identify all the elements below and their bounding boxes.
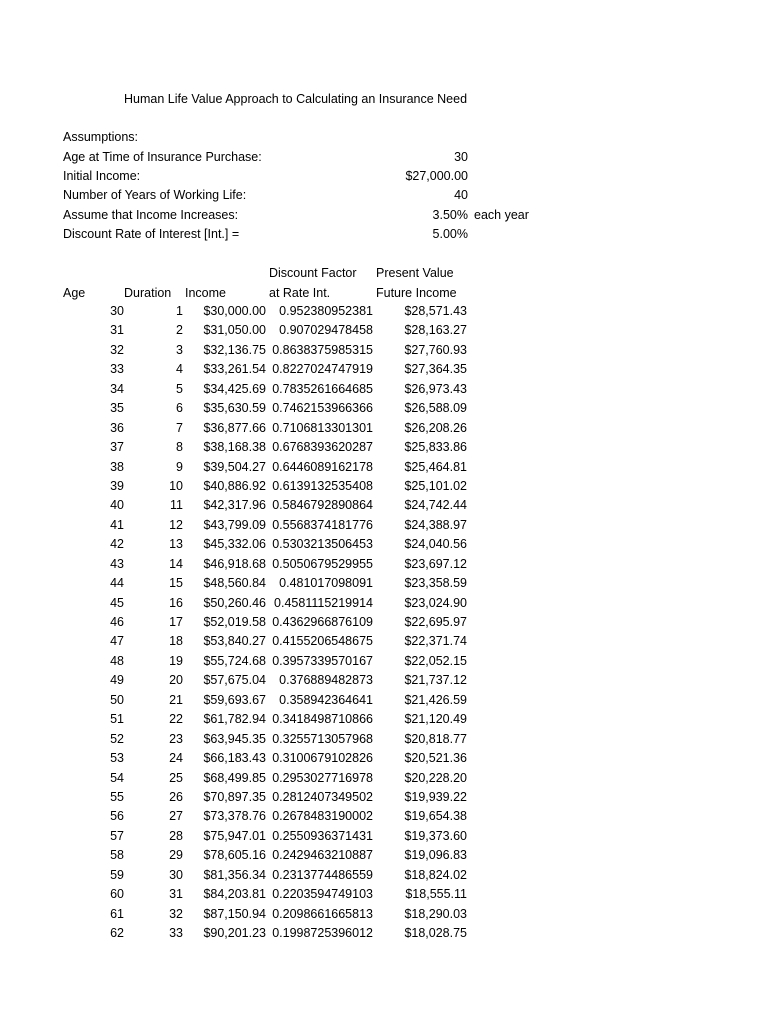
- table-row: [0, 594, 768, 613]
- cell-age: 38: [110, 459, 124, 474]
- cell-age: 53: [110, 751, 124, 766]
- cell-discount-factor: 0.2953027716978: [272, 770, 373, 785]
- cell-duration: 19: [169, 653, 183, 668]
- header-income: Income: [185, 286, 226, 300]
- cell-income: $90,201.23: [203, 926, 266, 940]
- cell-duration: 9: [176, 459, 183, 474]
- cell-age: 37: [110, 440, 124, 455]
- cell-age: 44: [110, 576, 124, 591]
- cell-income: $53,840.27: [203, 634, 266, 649]
- cell-income: $52,019.58: [203, 615, 266, 629]
- cell-present-value: $26,588.09: [404, 401, 467, 416]
- cell-discount-factor: 0.2429463210887: [272, 848, 373, 863]
- cell-age: 40: [110, 498, 124, 513]
- cell-present-value: $26,208.26: [404, 420, 467, 435]
- table-row: [0, 807, 768, 826]
- cell-present-value: $23,697.12: [404, 556, 467, 571]
- cell-income: $33,261.54: [203, 362, 266, 377]
- cell-income: $32,136.75: [203, 342, 266, 357]
- assumption-value-income: $27,000.00: [405, 169, 468, 183]
- table-row: [0, 380, 768, 399]
- data-table-body: [0, 302, 768, 943]
- cell-present-value: $24,388.97: [404, 517, 467, 532]
- assumption-unit-income-increase: each year: [474, 208, 529, 222]
- cell-present-value: $20,818.77: [404, 731, 467, 746]
- cell-income: $70,897.35: [203, 789, 266, 804]
- cell-age: 49: [110, 673, 124, 688]
- cell-income: $46,918.68: [203, 556, 266, 571]
- cell-discount-factor: 0.2812407349502: [272, 789, 373, 804]
- table-row: [0, 496, 768, 515]
- cell-duration: 32: [169, 906, 183, 921]
- cell-discount-factor: 0.4362966876109: [272, 615, 373, 629]
- cell-discount-factor: 0.7835261664685: [272, 381, 373, 396]
- table-row: [0, 321, 768, 340]
- cell-age: 31: [110, 323, 124, 338]
- cell-discount-factor: 0.4581115219914: [274, 595, 373, 610]
- table-row: [0, 613, 768, 632]
- cell-age: 54: [110, 770, 124, 785]
- cell-duration: 20: [169, 673, 183, 688]
- cell-discount-factor: 0.6446089162178: [272, 459, 373, 474]
- table-row: [0, 769, 768, 788]
- cell-age: 48: [110, 653, 124, 668]
- cell-present-value: $18,028.75: [404, 926, 467, 940]
- table-row: [0, 632, 768, 651]
- cell-age: 55: [110, 789, 124, 804]
- table-row: [0, 905, 768, 924]
- cell-duration: 28: [169, 828, 183, 843]
- table-row: [0, 924, 768, 943]
- assumption-label-income: Initial Income:: [63, 169, 141, 183]
- table-row: [0, 516, 768, 535]
- cell-present-value: $18,290.03: [404, 906, 467, 921]
- cell-discount-factor: 0.358942364641: [279, 692, 373, 707]
- cell-discount-factor: 0.6768393620287: [272, 440, 373, 455]
- cell-duration: 10: [169, 478, 183, 493]
- cell-income: $40,886.92: [203, 478, 266, 493]
- cell-present-value: $21,426.59: [404, 692, 467, 707]
- cell-income: $57,675.04: [203, 673, 266, 688]
- cell-age: 41: [110, 517, 124, 532]
- cell-present-value: $22,371.74: [404, 634, 467, 649]
- cell-present-value: $19,096.83: [404, 848, 467, 863]
- table-row: [0, 788, 768, 807]
- table-row: [0, 535, 768, 554]
- cell-income: $50,260.46: [203, 595, 266, 610]
- table-row: [0, 360, 768, 379]
- cell-income: $48,560.84: [203, 576, 266, 591]
- cell-discount-factor: 0.907029478458: [279, 323, 373, 338]
- table-row: [0, 691, 768, 710]
- cell-discount-factor: 0.2313774486559: [272, 867, 373, 882]
- assumption-label-income-increase: Assume that Income Increases:: [63, 208, 239, 222]
- cell-present-value: $20,228.20: [404, 770, 467, 785]
- table-row: [0, 555, 768, 574]
- cell-age: 43: [110, 556, 124, 571]
- cell-age: 35: [110, 401, 124, 416]
- table-row: [0, 866, 768, 885]
- cell-discount-factor: 0.5568374181776: [272, 517, 373, 532]
- cell-duration: 14: [169, 556, 183, 571]
- cell-present-value: $23,024.90: [404, 595, 467, 610]
- cell-duration: 11: [170, 498, 183, 513]
- cell-present-value: $28,163.27: [404, 323, 467, 338]
- cell-income: $43,799.09: [203, 517, 266, 532]
- cell-duration: 16: [169, 595, 183, 610]
- cell-income: $39,504.27: [203, 459, 266, 474]
- assumption-label-working-life: Number of Years of Working Life:: [63, 188, 247, 202]
- table-row: [0, 574, 768, 593]
- cell-income: $75,947.01: [203, 828, 266, 843]
- cell-discount-factor: 0.1998725396012: [272, 926, 373, 940]
- cell-discount-factor: 0.5050679529955: [272, 556, 373, 571]
- cell-duration: 29: [169, 848, 183, 863]
- header-discount-factor-line2: at Rate Int.: [269, 286, 331, 300]
- cell-discount-factor: 0.2550936371431: [272, 828, 373, 843]
- cell-income: $68,499.85: [203, 770, 266, 785]
- cell-duration: 17: [169, 615, 183, 629]
- cell-present-value: $21,737.12: [404, 673, 467, 688]
- table-row: [0, 399, 768, 418]
- cell-income: $87,150.94: [203, 906, 266, 921]
- cell-duration: 2: [176, 323, 183, 338]
- cell-duration: 25: [169, 770, 183, 785]
- cell-discount-factor: 0.7106813301301: [272, 420, 373, 435]
- cell-discount-factor: 0.3418498710866: [272, 712, 373, 727]
- cell-discount-factor: 0.3100679102826: [272, 751, 373, 766]
- cell-age: 59: [110, 867, 124, 882]
- cell-income: $45,332.06: [203, 537, 266, 552]
- cell-discount-factor: 0.376889482873: [279, 673, 373, 688]
- table-row: [0, 458, 768, 477]
- cell-duration: 21: [169, 692, 183, 707]
- cell-present-value: $18,824.02: [404, 867, 467, 882]
- cell-discount-factor: 0.4155206548675: [272, 634, 373, 649]
- cell-age: 34: [110, 381, 124, 396]
- assumption-value-age: 30: [454, 150, 468, 164]
- table-row: [0, 749, 768, 768]
- cell-income: $73,378.76: [203, 809, 266, 824]
- cell-present-value: $22,695.97: [404, 615, 467, 629]
- assumption-value-working-life: 40: [454, 188, 468, 202]
- cell-age: 62: [110, 926, 124, 940]
- cell-discount-factor: 0.8227024747919: [272, 362, 373, 377]
- cell-duration: 23: [169, 731, 183, 746]
- cell-present-value: $22,052.15: [404, 653, 467, 668]
- table-row: [0, 302, 768, 321]
- cell-discount-factor: 0.952380952381: [279, 304, 373, 318]
- cell-present-value: $23,358.59: [404, 576, 467, 591]
- cell-income: $59,693.67: [203, 692, 266, 707]
- cell-age: 56: [110, 809, 124, 824]
- header-discount-factor-line1: Discount Factor: [269, 266, 357, 280]
- cell-duration: 26: [169, 789, 183, 804]
- cell-discount-factor: 0.5846792890864: [272, 498, 373, 513]
- cell-age: 45: [110, 595, 124, 610]
- cell-income: $38,168.38: [203, 440, 266, 455]
- cell-present-value: $19,939.22: [404, 789, 467, 804]
- header-present-value-line2: Future Income: [376, 286, 457, 300]
- cell-discount-factor: 0.2678483190002: [272, 809, 373, 824]
- cell-duration: 13: [169, 537, 183, 552]
- table-row: [0, 671, 768, 690]
- assumption-value-discount-rate: 5.00%: [432, 227, 468, 241]
- assumptions-heading: Assumptions:: [63, 130, 139, 144]
- cell-duration: 33: [169, 926, 183, 940]
- cell-discount-factor: 0.8638375985315: [272, 342, 373, 357]
- cell-discount-factor: 0.3957339570167: [272, 653, 373, 668]
- cell-discount-factor: 0.481017098091: [279, 576, 373, 591]
- cell-duration: 12: [169, 517, 183, 532]
- cell-age: 39: [110, 478, 124, 493]
- table-row: [0, 438, 768, 457]
- assumption-label-age: Age at Time of Insurance Purchase:: [63, 150, 262, 164]
- cell-duration: 7: [176, 420, 183, 435]
- cell-age: 36: [110, 420, 124, 435]
- cell-present-value: $26,973.43: [404, 381, 467, 396]
- table-row: [0, 419, 768, 438]
- cell-income: $34,425.69: [203, 381, 266, 396]
- cell-present-value: $25,833.86: [404, 440, 467, 455]
- cell-present-value: $18,555.11: [405, 887, 467, 902]
- cell-age: 46: [110, 615, 124, 629]
- cell-duration: 27: [169, 809, 183, 824]
- header-age: Age: [63, 286, 86, 300]
- cell-discount-factor: 0.5303213506453: [272, 537, 373, 552]
- cell-age: 42: [110, 537, 124, 552]
- page-title: Human Life Value Approach to Calculating an Insurance Need: [124, 92, 468, 106]
- cell-age: 52: [110, 731, 124, 746]
- cell-duration: 3: [176, 342, 183, 357]
- cell-duration: 5: [176, 381, 183, 396]
- table-row: [0, 710, 768, 729]
- table-row: [0, 885, 768, 904]
- cell-duration: 31: [169, 887, 183, 902]
- cell-present-value: $27,364.35: [404, 362, 467, 377]
- cell-income: $61,782.94: [203, 712, 266, 727]
- cell-present-value: $24,742.44: [404, 498, 467, 513]
- cell-present-value: $28,571.43: [404, 304, 467, 318]
- cell-present-value: $25,464.81: [404, 459, 467, 474]
- table-row: [0, 730, 768, 749]
- cell-duration: 6: [176, 401, 183, 416]
- cell-income: $63,945.35: [203, 731, 266, 746]
- cell-age: 60: [110, 887, 124, 902]
- cell-duration: 30: [169, 867, 183, 882]
- cell-age: 33: [110, 362, 124, 377]
- cell-duration: 22: [169, 712, 183, 727]
- cell-age: 57: [110, 828, 124, 843]
- table-row: [0, 652, 768, 671]
- cell-age: 47: [110, 634, 124, 649]
- cell-present-value: $21,120.49: [404, 712, 467, 727]
- cell-duration: 1: [176, 304, 183, 318]
- cell-present-value: $20,521.36: [404, 751, 467, 766]
- cell-discount-factor: 0.7462153966366: [272, 401, 373, 416]
- cell-discount-factor: 0.2203594749103: [272, 887, 373, 902]
- cell-age: 32: [110, 342, 124, 357]
- cell-income: $36,877.66: [203, 420, 266, 435]
- cell-income: $78,605.16: [203, 848, 266, 863]
- cell-income: $42,317.96: [203, 498, 266, 513]
- cell-income: $31,050.00: [203, 323, 266, 338]
- cell-income: $30,000.00: [203, 304, 266, 318]
- cell-discount-factor: 0.2098661665813: [272, 906, 373, 921]
- cell-age: 58: [110, 848, 124, 863]
- cell-discount-factor: 0.6139132535408: [272, 478, 373, 493]
- cell-duration: 15: [169, 576, 183, 591]
- assumption-label-discount-rate: Discount Rate of Interest [Int.] =: [63, 227, 240, 241]
- cell-income: $55,724.68: [203, 653, 266, 668]
- cell-income: $66,183.43: [203, 751, 266, 766]
- table-row: [0, 846, 768, 865]
- cell-duration: 18: [169, 634, 183, 649]
- header-duration: Duration: [124, 286, 172, 300]
- cell-age: 30: [110, 304, 124, 318]
- cell-duration: 4: [176, 362, 183, 377]
- header-present-value-line1: Present Value: [376, 266, 454, 280]
- assumption-value-income-increase: 3.50%: [432, 208, 468, 222]
- cell-income: $35,630.59: [203, 401, 266, 416]
- table-row: [0, 477, 768, 496]
- cell-present-value: $19,373.60: [404, 828, 467, 843]
- cell-age: 50: [110, 692, 124, 707]
- cell-discount-factor: 0.3255713057968: [272, 731, 373, 746]
- table-row: [0, 341, 768, 360]
- cell-present-value: $24,040.56: [404, 537, 467, 552]
- table-row: [0, 827, 768, 846]
- cell-age: 61: [110, 906, 124, 921]
- cell-income: $84,203.81: [203, 887, 266, 902]
- cell-duration: 24: [169, 751, 183, 766]
- cell-present-value: $25,101.02: [404, 478, 467, 493]
- cell-income: $81,356.34: [203, 867, 266, 882]
- cell-present-value: $27,760.93: [404, 342, 467, 357]
- cell-present-value: $19,654.38: [404, 809, 467, 824]
- cell-age: 51: [110, 712, 124, 727]
- cell-duration: 8: [176, 440, 183, 455]
